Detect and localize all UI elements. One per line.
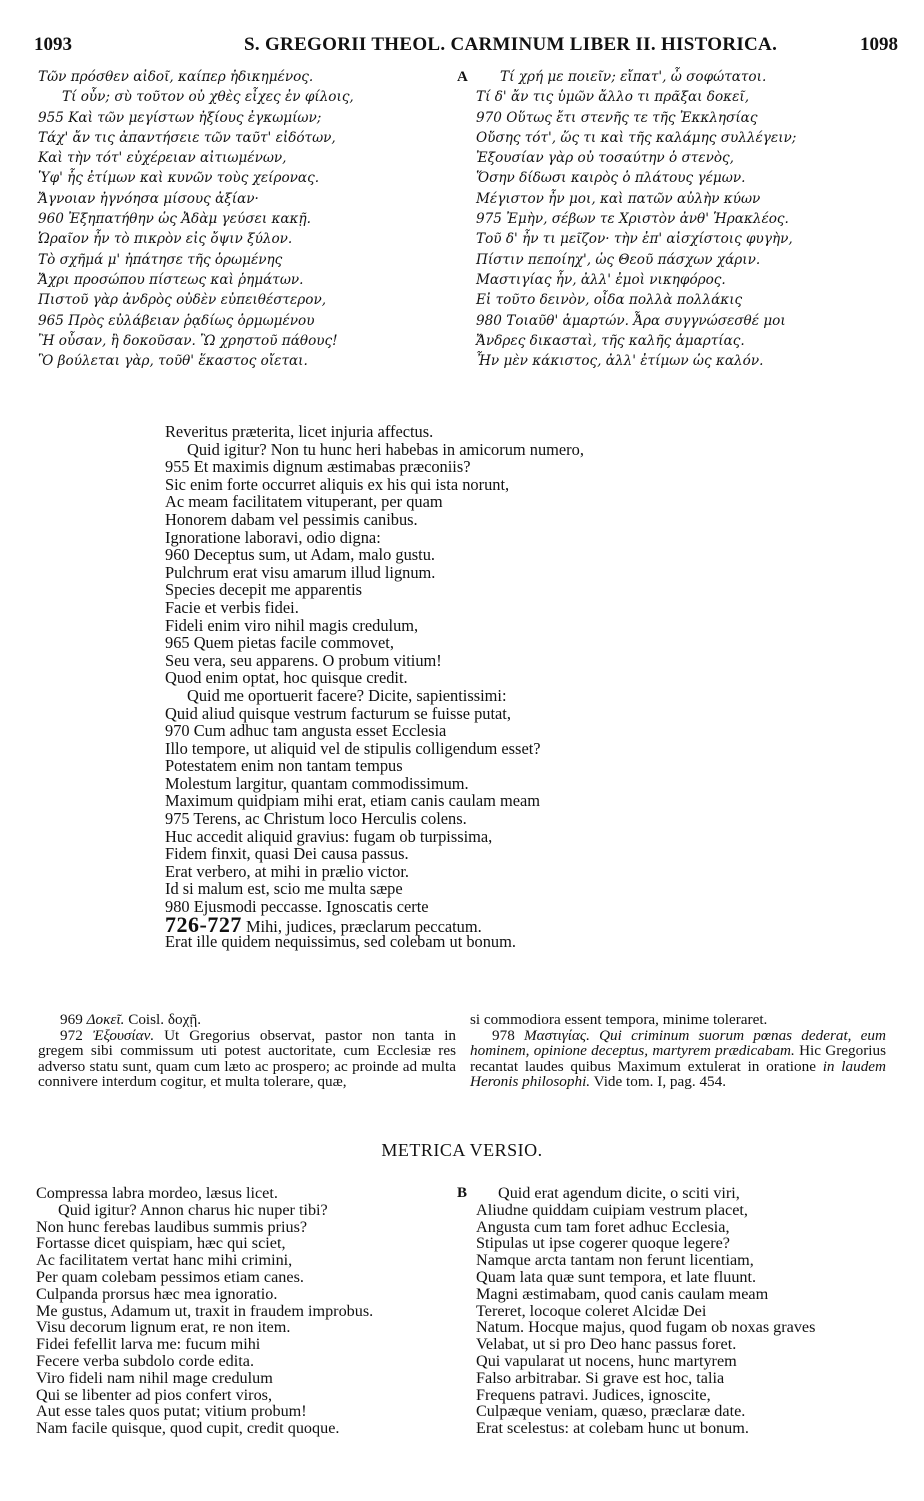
- verse-line: [165, 880, 584, 898]
- line-number: 955: [38, 109, 64, 126]
- verse-line: [38, 229, 354, 249]
- verse-line: [165, 493, 584, 511]
- verse-text: Pulchrum erat visu amarum illud lignum.: [165, 562, 436, 582]
- verse-line: [165, 441, 584, 459]
- verse-line: Qui se libenter ad pios confert viros,: [36, 1385, 273, 1404]
- greek-text-left-column: [38, 67, 354, 371]
- verse-text: Ἐξουσίαν γὰρ οὐ τοσαύτην ὁ στενὸς,: [476, 150, 734, 167]
- section-heading: METRICA VERSIO.: [381, 1140, 543, 1160]
- verse-line: [165, 911, 584, 937]
- verse-line: Magni æstimabam, quod canis caulam meam: [476, 1284, 769, 1303]
- verse-text: Quid igitur? Non tu hunc heri habebas in amicorum numero,: [187, 439, 584, 459]
- line-number: 970: [476, 109, 502, 126]
- verse-text: Ἄνδρες δικασταὶ, τῆς καλῆς ἁμαρτίας.: [476, 332, 745, 349]
- page-number-right: 1098: [860, 34, 898, 55]
- verse-text: Illo tempore, ut aliquid vel de stipulis colligendum esset?: [165, 738, 541, 758]
- verse-line: Viro fideli nam nihil mage credulum: [36, 1368, 273, 1387]
- verse-line: Visu decorum lignum erat, re non item.: [36, 1318, 291, 1337]
- footnote-969: 969 Δοκεῖ. Coisl. δοχῇ.: [60, 1011, 202, 1028]
- verse-line: Angusta cum tam foret adhuc Ecclesia,: [476, 1217, 730, 1236]
- verse-text: Mihi, judices, præclarum peccatum.: [245, 916, 482, 936]
- verse-line: Stipulas ut ipse cogerer quoque legere?: [476, 1234, 730, 1253]
- verse-line: [165, 634, 584, 652]
- verse-text: Οὔσης τότ', ὥς τι καὶ τῆς καλάμης συλλέγειν;: [476, 129, 797, 146]
- line-number: 965: [165, 633, 190, 653]
- line-number: 965: [38, 312, 64, 329]
- verse-line: Fecere verba subdolo corde edita.: [36, 1351, 254, 1370]
- verse-line: [165, 845, 584, 863]
- verse-text: Καὶ τὴν τότ' εὐχέρειαν αἰτιωμένων,: [38, 150, 287, 167]
- verse-line: [165, 581, 584, 599]
- verse-text: Πίστιν πεποίηχ', ὡς Θεοῦ πάσχων χάριν.: [476, 251, 761, 268]
- verse-text: Τάχ' ἄν τις ἀπαντήσειε τῶν ταῦτ' εἰδότων,: [38, 129, 336, 146]
- verse-line: [476, 148, 796, 168]
- page-number-left: 1093: [34, 34, 72, 55]
- verse-line: Qui vapularat ut nocens, hunc martyrem: [476, 1351, 737, 1370]
- verse-text: Μαστιγίας ἦν, ἀλλ' ἐμοὶ νικηφόρος.: [476, 271, 726, 288]
- metrica-versio-left-column: [36, 1185, 373, 1437]
- verse-line: [476, 351, 796, 371]
- verse-text: Terens, ac Christum loco Herculis colens.: [193, 809, 467, 829]
- verse-line: Quid erat agendum dicite, o sciti viri,: [498, 1184, 740, 1202]
- verse-text: Quid aliud quisque vestrum facturum se fuisse putat,: [165, 703, 511, 723]
- verse-line: [165, 933, 584, 951]
- verse-text: Καὶ τῶν μεγίστων ἠξίους ἐγκωμίων;: [68, 109, 322, 126]
- verse-text: Fidem finxit, quasi Dei causa passus.: [165, 844, 409, 864]
- verse-line: [165, 529, 584, 547]
- verse-line: Per quam colebam pessimos etiam canes.: [36, 1267, 304, 1286]
- margin-marker-b: B: [457, 1185, 468, 1201]
- verse-line: [38, 148, 354, 168]
- verse-line: [38, 311, 354, 331]
- verse-line: [38, 351, 354, 371]
- verse-text: Quem pietas facile commovet,: [193, 633, 394, 653]
- footnote-972: 972 Ἐξουσίαν. Ut Gregorius observat, pastor non tanta in gregem sibi commissum uti potest auctoritate, cum Ecclesiæ res adverso statu sunt, quam cum læto ac prospero; ac proinde ad multa connivere interdum cogitur, et multa tolerare, quæ,: [38, 1026, 457, 1091]
- verse-line: [476, 270, 796, 290]
- verse-line: [165, 458, 584, 476]
- verse-text: Πιστοῦ γὰρ ἀνδρὸς οὐδὲν εὐπειθέστερον,: [38, 292, 327, 309]
- verse-line: [165, 722, 584, 740]
- verse-line: Tereret, locoque coleret Alcidæ Dei: [476, 1301, 707, 1320]
- verse-text: Fideli enim viro nihil magis credulum,: [165, 615, 419, 635]
- verse-line: [165, 828, 584, 846]
- verse-text: Quid me oportuerit facere? Dicite, sapientissimi:: [187, 685, 507, 705]
- verse-text: Reveritus præterita, licet injuria affectus.: [165, 422, 434, 441]
- verse-text: Species decepit me apparentis: [165, 580, 363, 600]
- verse-text: Ἐμὴν, σέβων τε Χριστὸν ἀνθ' Ἡρακλέος.: [506, 211, 789, 228]
- verse-line: [38, 87, 354, 107]
- verse-text: Εἰ τοῦτο δεινὸν, οἶδα πολλὰ πολλάκις: [476, 292, 743, 309]
- verse-line: [38, 209, 354, 229]
- greek-text-right-column: [476, 67, 796, 371]
- verse-line: Aut esse tales quos putat; vitium probum!: [36, 1402, 307, 1421]
- verse-text: Et maximis dignum æstimabas præconiis?: [193, 457, 471, 477]
- verse-line: [38, 250, 354, 270]
- footnotes-left-column: [38, 1012, 456, 1090]
- verse-line: [476, 209, 796, 229]
- verse-text: Τοιαῦθ' ἁμαρτών. Ἆρα συγγνώσεσθέ μοι: [506, 312, 786, 329]
- line-number: 960: [165, 545, 190, 565]
- verse-text: Τῶν πρόσθεν αἰδοῖ, καίπερ ἠδικημένος.: [38, 69, 314, 85]
- verse-line: [165, 599, 584, 617]
- verse-text: Ὃ βούλεται γὰρ, τοῦθ' ἕκαστος οἴεται.: [38, 353, 308, 370]
- verse-line: Fortasse dicet quispiam, hæc qui sciet,: [36, 1234, 286, 1253]
- verse-line: [165, 810, 584, 828]
- verse-line: [476, 250, 796, 270]
- verse-text: Οὕτως ἔτι στενῆς τε τῆς Ἐκκλησίας: [506, 109, 758, 126]
- verse-text: Ignoratione laboravi, odio digna:: [165, 527, 381, 547]
- verse-text: Τί χρή με ποιεῖν; εἴπατ', ὦ σοφώτατοι.: [500, 69, 767, 85]
- verse-line: [165, 617, 584, 635]
- verse-text: Huc accedit aliquid gravius: fugam ob turpissima,: [165, 826, 493, 846]
- verse-line: Ac facilitatem vertat hanc mihi crimini,: [36, 1251, 293, 1270]
- verse-text: Μέγιστον ἦν μοι, καὶ πατῶν αὐλὴν κύων: [476, 190, 761, 207]
- verse-line: [165, 423, 584, 441]
- verse-line: Culpanda prorsus hæc mea ignoratio.: [36, 1284, 278, 1303]
- page-title: S. GREGORII THEOL. CARMINUM LIBER II. HISTORICA.: [244, 34, 778, 55]
- verse-text: Ὡραῖον ἦν τὸ πικρὸν εἰς ὄψιν ξύλον.: [38, 231, 293, 248]
- verse-line: Natum. Hocque majus, quod fugam ob noxas graves: [476, 1318, 816, 1337]
- verse-text: Quod enim optat, hoc quisque credit.: [165, 668, 408, 688]
- verse-text: Facie et verbis fidei.: [165, 597, 299, 617]
- verse-text: Ἐξηπατήθην ὡς Ἀδὰμ γεύσει κακῇ.: [68, 211, 311, 228]
- verse-line: [165, 740, 584, 758]
- verse-text: Ὑφ' ἧς ἐτίμων καὶ κυνῶν τοὺς χείρονας.: [38, 170, 320, 187]
- latin-translation: [165, 423, 584, 951]
- verse-line: [165, 775, 584, 793]
- verse-text: Ἄχρι προσώπου πίστεως καὶ ῥημάτων.: [38, 271, 304, 288]
- verse-line: Erat scelestus: at colebam hunc ut bonum.: [476, 1419, 749, 1438]
- verse-line: [38, 128, 354, 148]
- verse-line: [165, 792, 584, 810]
- verse-line: Velabat, ut si pro Deo hanc passus foret.: [476, 1335, 737, 1354]
- verse-line: [38, 270, 354, 290]
- verse-line: Culpæque veniam, quæso, præclaræ date.: [476, 1402, 746, 1421]
- verse-line: [476, 290, 796, 310]
- verse-line: [476, 87, 796, 107]
- verse-text: Τοῦ δ' ἦν τι μεῖζον· τὴν ἐπ' αἰσχίστοις φυγὴν,: [476, 231, 793, 248]
- line-number: 980: [165, 897, 190, 917]
- verse-text: Ἢ οὖσαν, ἢ δοκοῦσαν. Ὢ χρηστοῦ πάθους!: [38, 332, 338, 349]
- verse-text: Τί οὖν; σὺ τοῦτον οὐ χθὲς εἶχες ἐν φίλοις,: [62, 89, 354, 106]
- verse-line: [165, 705, 584, 723]
- verse-line: Quam lata quæ sunt tempora, et late fluunt.: [476, 1267, 757, 1286]
- line-number: 960: [38, 211, 64, 228]
- verse-line: [38, 290, 354, 310]
- verse-text: Ὅσην δίδωσι καιρὸς ὁ πλάτους γέμων.: [476, 170, 746, 187]
- verse-text: Ἄγνοιαν ἠγνόησα μίσους ἀξίαν·: [38, 190, 259, 207]
- verse-line: Falso arbitrabar. Si grave est hoc, talia: [476, 1368, 725, 1387]
- footnote-972-continued: si commodiora essent tempora, minime toleraret.: [470, 1011, 768, 1028]
- verse-line: [165, 757, 584, 775]
- verse-line: [165, 687, 584, 705]
- line-number: 980: [476, 312, 502, 329]
- line-number: 970: [165, 721, 190, 741]
- verse-text: Deceptus sum, ut Adam, malo gustu.: [193, 545, 435, 565]
- verse-line: [165, 863, 584, 881]
- line-number: 975: [476, 211, 502, 228]
- verse-text: Maximum quidpiam mihi erat, etiam canis caulam meam: [165, 791, 541, 811]
- verse-line: [38, 67, 354, 87]
- footnotes-right-column: [470, 1012, 886, 1090]
- footnote-978: 978 Μαστιγίας. Qui criminum suorum pœnas dederat, eum hominem, opinione deceptus, martyrem prædicabam. Hic Gregorius recantat laudes quibus Maximum extulerat in oratione in laudem Heronis philosophi. Vide tom. I, pag. 454.: [470, 1026, 886, 1091]
- margin-marker-a: A: [457, 69, 468, 85]
- line-number: 955: [165, 457, 190, 477]
- verse-text: Molestum largitur, quantam commodissimum.: [165, 773, 469, 793]
- verse-line: [476, 311, 796, 331]
- verse-text: Πρὸς εὐλάβειαν ῥᾳδίως ὁρμωμένου: [68, 312, 315, 329]
- verse-text: Ac meam facilitatem vituperant, per quam: [165, 492, 443, 512]
- verse-text: Cum adhuc tam angusta esset Ecclesia: [193, 721, 447, 741]
- verse-line: Nam facile quisque, quod cupit, credit quoque.: [36, 1419, 340, 1438]
- verse-line: Fidei fefellit larva me: fucum mihi: [36, 1335, 261, 1354]
- verse-line: [38, 168, 354, 188]
- running-header: [34, 34, 898, 58]
- metrica-versio-right-column: [476, 1185, 815, 1437]
- verse-text: Ejusmodi peccasse. Ignoscatis certe: [193, 897, 429, 917]
- verse-line: [476, 189, 796, 209]
- verse-text: Erat ille quidem nequissimus, sed colebam ut bonum.: [165, 932, 516, 952]
- verse-line: [476, 229, 796, 249]
- verse-text: Erat verbero, at mihi in prælio victor.: [165, 861, 409, 881]
- verse-text: Τί δ' ἄν τις ὑμῶν ἄλλο τι πρᾶξαι δοκεῖ,: [476, 89, 750, 106]
- verse-text: Honorem dabam vel pessimis canibus.: [165, 509, 418, 529]
- verse-line: [476, 108, 796, 128]
- line-number: 975: [165, 809, 190, 829]
- verse-line: [165, 546, 584, 564]
- verse-line: [165, 476, 584, 494]
- verse-line: Aliudne quiddam cuipiam vestrum placet,: [476, 1200, 748, 1219]
- verse-line: Namque arcta tantam non ferunt licentiam,: [476, 1251, 754, 1270]
- verse-text: Seu vera, seu apparens. O probum vitium!: [165, 650, 442, 670]
- verse-text: Ἦν μὲν κάκιστος, ἀλλ' ἐτίμων ὡς καλόν.: [476, 353, 764, 370]
- verse-line: [38, 189, 354, 209]
- verse-line: [165, 511, 584, 529]
- verse-line: Me gustus, Adamum ut, traxit in fraudem improbus.: [36, 1301, 374, 1320]
- verse-line: Quid igitur? Annon charus hic nuper tibi?: [58, 1200, 328, 1219]
- line-number: 726-727: [165, 911, 242, 937]
- verse-text: Potestatem enim non tantam tempus: [165, 756, 403, 776]
- verse-text: Sic enim forte occurret aliquis ex his qui ista norunt,: [165, 474, 510, 494]
- verse-line: [38, 108, 354, 128]
- verse-line: [165, 669, 584, 687]
- verse-line: [476, 168, 796, 188]
- verse-text: Τὸ σχῆμά μ' ἠπάτησε τῆς ὁρωμένης: [38, 251, 283, 268]
- verse-line: [165, 652, 584, 670]
- verse-line: [476, 67, 796, 87]
- verse-line: Compressa labra mordeo, læsus licet.: [36, 1184, 278, 1202]
- verse-line: [165, 564, 584, 582]
- verse-line: Frequens patravi. Judices, ignoscite,: [476, 1385, 711, 1404]
- verse-line: [38, 331, 354, 351]
- verse-text: Id si malum est, scio me multa sæpe: [165, 879, 403, 899]
- verse-line: [476, 128, 796, 148]
- verse-line: Non hunc ferebas laudibus summis prius?: [36, 1217, 308, 1236]
- verse-line: [476, 331, 796, 351]
